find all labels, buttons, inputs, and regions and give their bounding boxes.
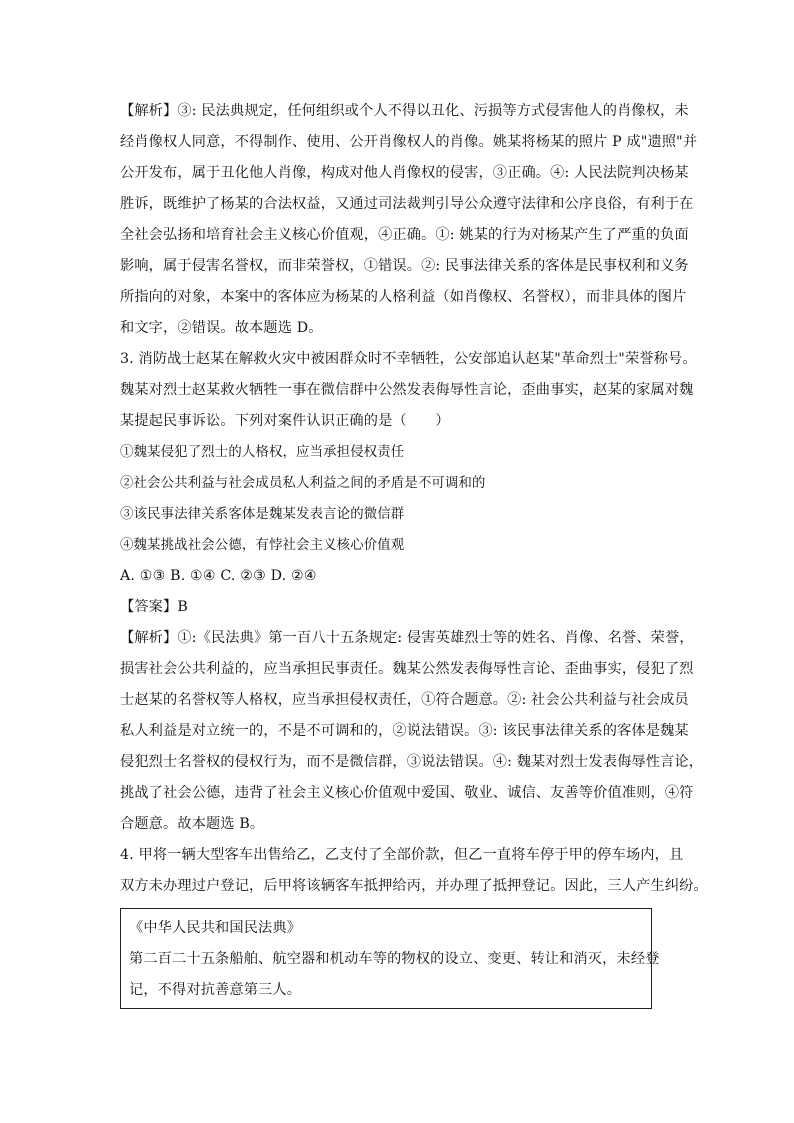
question-3-choices: A. ①③ B. ①④ C. ②③ D. ②④ (120, 568, 317, 584)
law-excerpt-box (120, 908, 660, 1009)
question-4-line-1: 4. 甲将一辆大型客车出售给乙，乙支付了全部价款，但乙一直将车停于甲的停车场内，且 (120, 847, 684, 863)
analysis-line-6: 影响，属于侵害名誉权，而非荣誉权，①错误。②: 民事法律关系的客体是民事权利和义务 (120, 258, 689, 274)
analysis-line-2: 经肖像权人同意，不得制作、使用、公开肖像权人的肖像。姚某将杨某的照片 P 成"遗照"并 (120, 134, 698, 150)
question-4-line-2: 双方未办理过户登记，后甲将该辆客车抵押给丙，并办理了抵押登记。因此，三人产生纠纷。 (120, 878, 708, 894)
question-3-answer: 【答案】B (120, 599, 188, 615)
question-3-analysis-line-1: 【解析】①:《民法典》第一百八十五条规定: 侵害英雄烈士等的姓名、肖像、名誉、荣誉， (120, 630, 694, 646)
question-3-line-1: 3. 消防战士赵某在解救火灾中被困群众时不幸牺牲，公安部追认赵某"革命烈士"荣誉称号。 (120, 351, 697, 367)
question-3-analysis-line-2: 损害社会公共利益的，应当承担民事责任。魏某公然发表侮辱性言论、歪曲事实，侵犯了烈 (120, 661, 694, 677)
question-3-option-2: ②社会公共利益与社会成员私人利益之间的矛盾是不可调和的 (120, 476, 486, 491)
question-3-option-1: ①魏某侵犯了烈士的人格权，应当承担侵权责任 (120, 445, 405, 460)
analysis-line-8: 和文字，②错误。故本题选 D。 (120, 320, 323, 336)
analysis-line-4: 胜诉，既维护了杨某的合法权益，又通过司法裁判引导公众遵守法律和公序良俗，有利于在 (120, 196, 694, 212)
law-box-line-2: 记，不得对抗善意第三人。 (129, 982, 302, 998)
document-page (120, 96, 708, 1009)
analysis-line-5: 全社会弘扬和培育社会主义核心价值观，④正确。①: 姚某的行为对杨某产生了严重的负面 (120, 227, 689, 243)
question-3-line-2: 魏某对烈士赵某救火牺牲一事在微信群中公然发表侮辱性言论，歪曲事实，赵某的家属对魏 (120, 382, 694, 398)
analysis-line-7: 所指向的对象，本案中的客体应为杨某的人格利益（如肖像权、名誉权），而非具体的图片 (120, 289, 687, 305)
question-3-option-4: ④魏某挑战社会公德，有悖社会主义核心价值观 (120, 538, 405, 553)
question-3-analysis-line-4: 私人利益是对立统一的，不是不可调和的，②说法错误。③: 该民事法律关系的客体是魏某 (120, 723, 689, 739)
question-3-analysis-line-6: 挑战了社会公德，违背了社会主义核心价值观中爱国、敬业、诚信、友善等价值准则，④符 (120, 785, 694, 801)
question-3-analysis-line-5: 侵犯烈士名誉权的侵权行为，而不是微信群，③说法错误。④: 魏某对烈士发表侮辱性言论， (120, 754, 704, 770)
law-box-title: 《中华人民共和国民法典》 (129, 920, 302, 936)
question-3-option-3: ③该民事法律关系客体是魏某发表言论的微信群 (120, 507, 405, 522)
analysis-line-3: 公开发布，属于丑化他人肖像，构成对他人肖像权的侵害，③正确。④: 人民法院判决杨某 (120, 165, 689, 181)
analysis-line-1: 【解析】③: 民法典规定，任何组织或个人不得以丑化、污损等方式侵害他人的肖像权，未 (120, 103, 689, 119)
question-3-analysis-line-3: 士赵某的名誉权等人格权，应当承担侵权责任，①符合题意。②: 社会公共利益与社会成员 (120, 692, 689, 708)
question-3-analysis-line-7: 合题意。故本题选 B。 (120, 816, 265, 832)
question-3-line-3: 某提起民事诉讼。下列对案件认识正确的是（ ） (120, 413, 450, 429)
law-box-line-1: 第二百二十五条船舶、航空器和机动车等的物权的设立、变更、转让和消灭，未经登 (129, 951, 660, 967)
